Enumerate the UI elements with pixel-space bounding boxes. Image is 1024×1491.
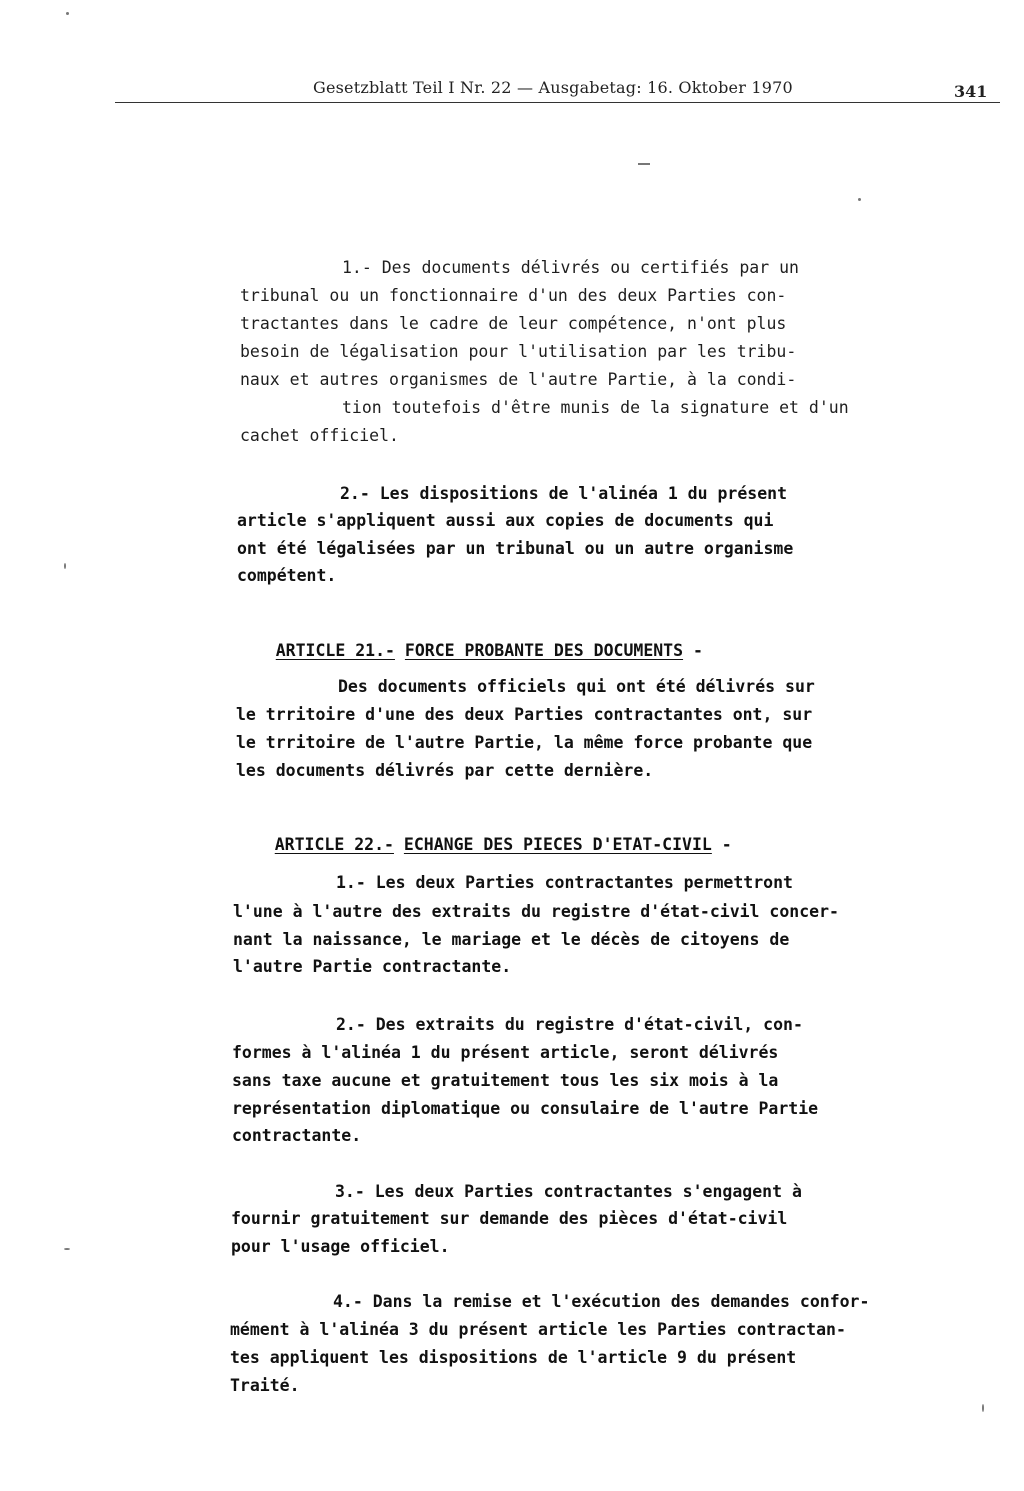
paragraph-line: tes appliquent les dispositions de l'article 9 du présent [230, 1348, 797, 1367]
paragraph-line: tractantes dans le cadre de leur compétence, n'ont plus [240, 314, 787, 333]
article-21-number: ARTICLE 21.- [275, 641, 395, 660]
paragraph-line: contractante. [232, 1126, 362, 1145]
gazette-header-title: Gesetzblatt Teil I Nr. 22 — Ausgabetag: 16. Oktober 1970 [313, 78, 793, 97]
scan-speck [638, 163, 650, 165]
paragraph-line: ont été légalisées par un tribunal ou un autre organisme [237, 539, 794, 558]
scan-speck [66, 12, 69, 15]
article-22-number: ARTICLE 22.- [274, 835, 394, 854]
article-22-title: ECHANGE DES PIECES D'ETAT-CIVIL [403, 835, 712, 854]
paragraph-line: Traité. [230, 1376, 300, 1395]
paragraph-line: le trritoire de l'autre Partie, la même force probante que [236, 733, 813, 752]
header-rule [115, 102, 1000, 103]
paragraph-line: représentation diplomatique ou consulaire de l'autre Partie [232, 1099, 819, 1118]
paragraph-line: 1.- Des documents délivrés ou certifiés par un [342, 258, 799, 277]
paragraph-line: tribunal ou un fonctionnaire d'un des deux Parties con- [240, 286, 787, 305]
paragraph-line: l'une à l'autre des extraits du registre d'état-civil concer- [233, 902, 839, 921]
paragraph-line: besoin de légalisation pour l'utilisation par les tribu- [240, 342, 797, 361]
paragraph-line: les documents délivrés par cette dernière. [236, 761, 654, 780]
paragraph-line: nant la naissance, le mariage et le décès de citoyens de [233, 930, 790, 949]
paragraph-line: cachet officiel. [240, 426, 399, 445]
article-21-heading-end: - [693, 641, 703, 660]
paragraph-line: mément à l'alinéa 3 du présent article les Parties contractan- [230, 1320, 846, 1339]
paragraph-line: Des documents officiels qui ont été délivrés sur [338, 677, 815, 696]
article-22-heading-end: - [721, 835, 732, 854]
scan-speck [64, 563, 66, 569]
article-21-title: FORCE PROBANTE DES DOCUMENTS [404, 641, 684, 660]
paragraph-line: 1.- Les deux Parties contractantes permettront [336, 873, 793, 892]
paragraph-line: article s'appliquent aussi aux copies de documents qui [237, 511, 774, 530]
paragraph-line: l'autre Partie contractante. [233, 957, 512, 976]
paragraph-line: formes à l'alinéa 1 du présent article, seront délivrés [232, 1043, 779, 1062]
paragraph-line: 2.- Des extraits du registre d'état-civil, con- [336, 1015, 803, 1034]
paragraph-line: pour l'usage officiel. [231, 1237, 450, 1256]
scan-speck [858, 198, 861, 201]
page-number: 341 [954, 82, 988, 101]
paragraph-line: naux et autres organismes de l'autre Partie, à la condi- [240, 370, 797, 389]
paragraph-line: 2.- Les dispositions de l'alinéa 1 du présent [340, 484, 788, 503]
article-22-heading [235, 815, 732, 875]
paragraph-line: tion toutefois d'être munis de la signature et d'un [342, 398, 849, 417]
scan-speck [64, 1248, 70, 1250]
paragraph-line: 4.- Dans la remise et l'exécution des demandes confor- [333, 1292, 870, 1311]
article-21-heading [236, 621, 703, 681]
paragraph-line: compétent. [237, 566, 337, 585]
paragraph-line: sans taxe aucune et gratuitement tous les six mois à la [232, 1071, 779, 1090]
paragraph-line: 3.- Les deux Parties contractantes s'engagent à [335, 1182, 802, 1201]
paragraph-line: le trritoire d'une des deux Parties contractantes ont, sur [236, 705, 813, 724]
paragraph-line: fournir gratuitement sur demande des pièces d'état-civil [231, 1209, 788, 1228]
scan-speck [982, 1404, 984, 1412]
